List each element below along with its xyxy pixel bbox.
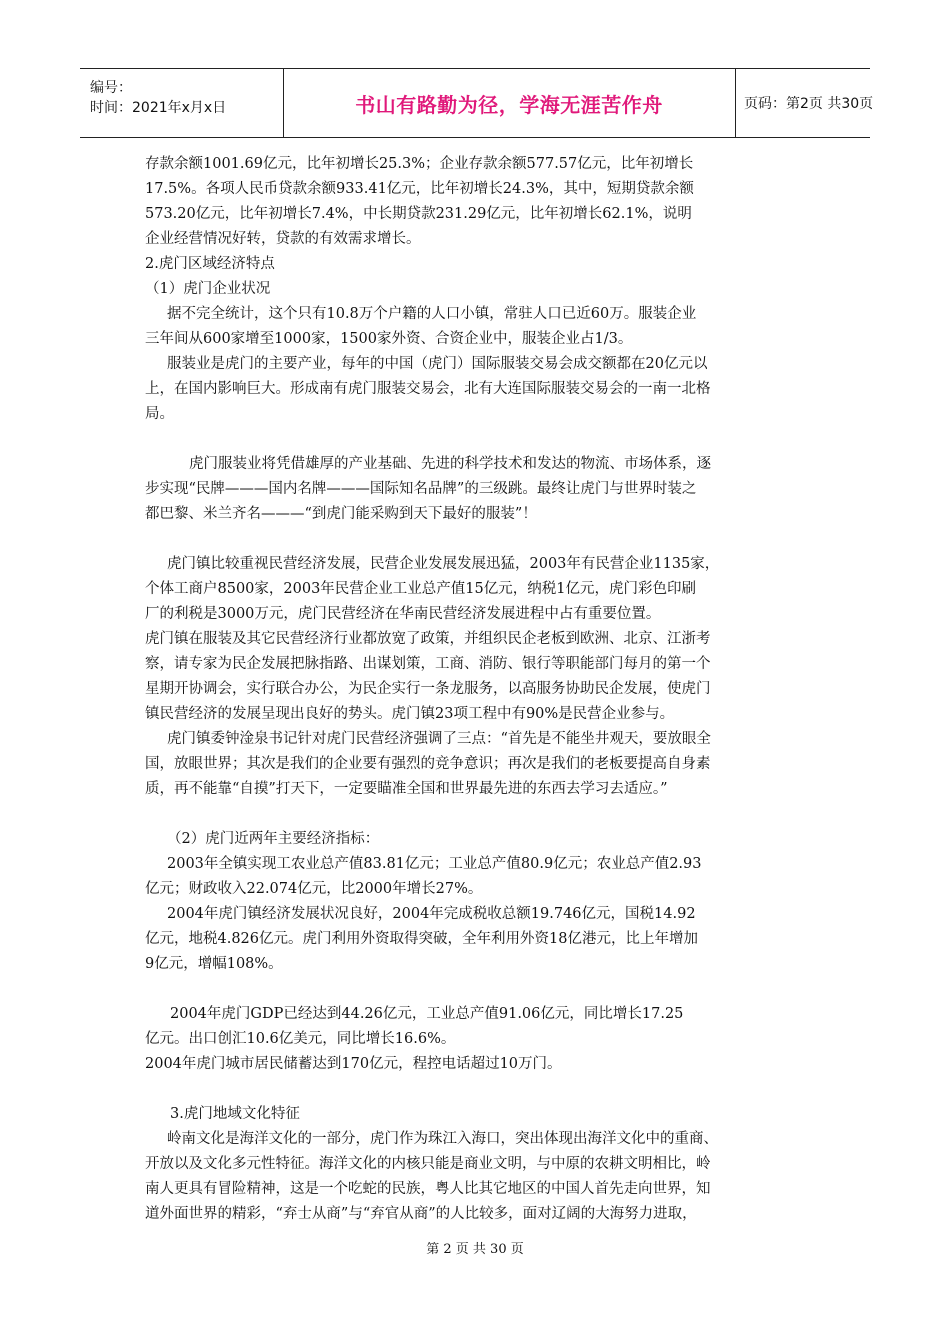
paragraph-line: 2.虎门区域经济特点 xyxy=(145,256,275,272)
slogan-text: 书山有路勤为径，学海无涯苦作舟 xyxy=(355,92,663,117)
paragraph-line: 上，在国内影响巨大。形成南有虎门服装交易会，北有大连国际服装交易会的一南一北格 xyxy=(145,381,711,397)
paragraph-line: 2004年虎门GDP已经达到44.26亿元，工业总产值91.06亿元，同比增长17.25 xyxy=(170,1006,684,1022)
paragraph-line: 服装业是虎门的主要产业，每年的中国（虎门）国际服装交易会成交额都在20亿元以 xyxy=(167,356,708,372)
paragraph-line: 国，放眼世界；其次是我们的企业要有强烈的竞争意识；再次是我们的老板要提高自身素 xyxy=(145,756,711,772)
blank-line xyxy=(145,427,815,452)
paragraph-line: 厂的利税是3000万元，虎门民营经济在华南民营经济发展进程中占有重要位置。 xyxy=(145,606,661,622)
paragraph-line: 9亿元，增幅108%。 xyxy=(145,956,283,972)
paragraph-line: 开放以及文化多元性特征。海洋文化的内核只能是商业文明，与中原的农耕文明相比，岭 xyxy=(145,1156,711,1172)
page-code: 页码：第2页 共30页 xyxy=(744,96,874,112)
paragraph-line: 573.20亿元，比年初增长7.4%，中长期贷款231.29亿元，比年初增长62.1%，说明 xyxy=(145,206,692,222)
header-info-cell xyxy=(80,69,284,137)
paragraph-line: 存款余额1001.69亿元，比年初增长25.3%；企业存款余额577.57亿元，比年初增长 xyxy=(145,156,694,172)
paragraph-line: 个体工商户8500家，2003年民营企业工业总产值15亿元，纳税1亿元，虎门彩色印刷 xyxy=(145,581,696,597)
paragraph-line: 南人更具有冒险精神，这是一个吃蛇的民族，粤人比其它地区的中国人首先走向世界，知 xyxy=(145,1181,711,1197)
paragraph-line: 三年间从600家增至1000家，1500家外资、合资企业中，服装企业占1/3。 xyxy=(145,331,633,347)
blank-line xyxy=(145,527,815,552)
paragraph-line: 虎门服装业将凭借雄厚的产业基础、先进的科学技术和发达的物流、市场体系，逐 xyxy=(189,456,711,472)
paragraph-line: 察，请专家为民企发展把脉指路、出谋划策，工商、消防、银行等职能部门每月的第一个 xyxy=(145,656,711,672)
blank-line xyxy=(145,977,815,1002)
page-header xyxy=(80,68,874,138)
blank-line xyxy=(145,802,815,827)
paragraph-line: 2004年虎门城市居民储蓄达到170亿元，程控电话超过10万门。 xyxy=(145,1056,562,1072)
paragraph-line: 岭南文化是海洋文化的一部分，虎门作为珠江入海口，突出体现出海洋文化中的重商、 xyxy=(167,1131,718,1147)
paragraph-line: 企业经营情况好转，贷款的有效需求增长。 xyxy=(145,231,421,247)
paragraph-line: 虎门镇委钟淦泉书记针对虎门民营经济强调了三点：“首先是不能坐井观天，要放眼全 xyxy=(167,731,711,747)
paragraph-line: 星期开协调会，实行联合办公，为民企实行一条龙服务，以高服务协助民企发展，使虎门 xyxy=(145,681,711,697)
paragraph-line: 虎门镇在服装及其它民营经济行业都放宽了政策，并组织民企老板到欧洲、北京、江浙考 xyxy=(145,631,711,647)
paragraph-line: 据不完全统计，这个只有10.8万个户籍的人口小镇，常驻人口已近60万。服装企业 xyxy=(167,306,697,322)
paragraph-line: （1）虎门企业状况 xyxy=(145,281,271,297)
paragraph-line: 局。 xyxy=(145,406,174,422)
paragraph-line: 步实现“民牌———国内名牌———国际知名品牌”的三级跳。最终让虎门与世界时装之 xyxy=(145,481,697,497)
paragraph-line: 2003年全镇实现工农业总产值83.81亿元；工业总产值80.9亿元；农业总产值2.93 xyxy=(167,856,702,872)
paragraph-line: 质，再不能靠“自摸”打天下，一定要瞄准全国和世界最先进的东西去学习去适应。” xyxy=(145,781,668,797)
header-slogan-cell xyxy=(283,69,736,137)
paragraph-line: 虎门镇比较重视民营经济发展，民营企业发展发展迅猛，2003年有民营企业1135家， xyxy=(167,556,720,572)
paragraph-line: 3.虎门地域文化特征 xyxy=(170,1106,300,1122)
paragraph-line: 亿元；财政收入22.074亿元，比2000年增长27%。 xyxy=(145,881,483,897)
document-body xyxy=(145,152,815,1227)
time-label: 时间：2021年x月x日 xyxy=(90,100,227,116)
paragraph-line: 亿元。出口创汇10.6亿美元，同比增长16.6%。 xyxy=(145,1031,456,1047)
serial-number-label: 编号： xyxy=(90,80,132,96)
paragraph-line: （2）虎门近两年主要经济指标： xyxy=(167,831,380,847)
paragraph-line: 都巴黎、米兰齐名———“到虎门能采购到天下最好的服装”！ xyxy=(145,506,537,522)
paragraph-line: 亿元，地税4.826亿元。虎门利用外资取得突破，全年利用外资18亿港元，比上年增加 xyxy=(145,931,698,947)
paragraph-line: 17.5%。各项人民币贷款余额933.41亿元，比年初增长24.3%，其中，短期贷款余额 xyxy=(145,181,694,197)
paragraph-line: 道外面世界的精彩，“弃士从商”与“弃官从商”的人比较多，面对辽阔的大海努力进取， xyxy=(145,1206,697,1222)
header-page-cell xyxy=(736,69,874,137)
paragraph-line: 镇民营经济的发展呈现出良好的势头。虎门镇23项工程中有90%是民营企业参与。 xyxy=(145,706,675,722)
paragraph-line: 2004年虎门镇经济发展状况良好，2004年完成税收总额19.746亿元，国税14.92 xyxy=(167,906,696,922)
blank-line xyxy=(145,1077,815,1102)
page-footer: 第 2 页 共 30 页 xyxy=(426,1242,524,1257)
